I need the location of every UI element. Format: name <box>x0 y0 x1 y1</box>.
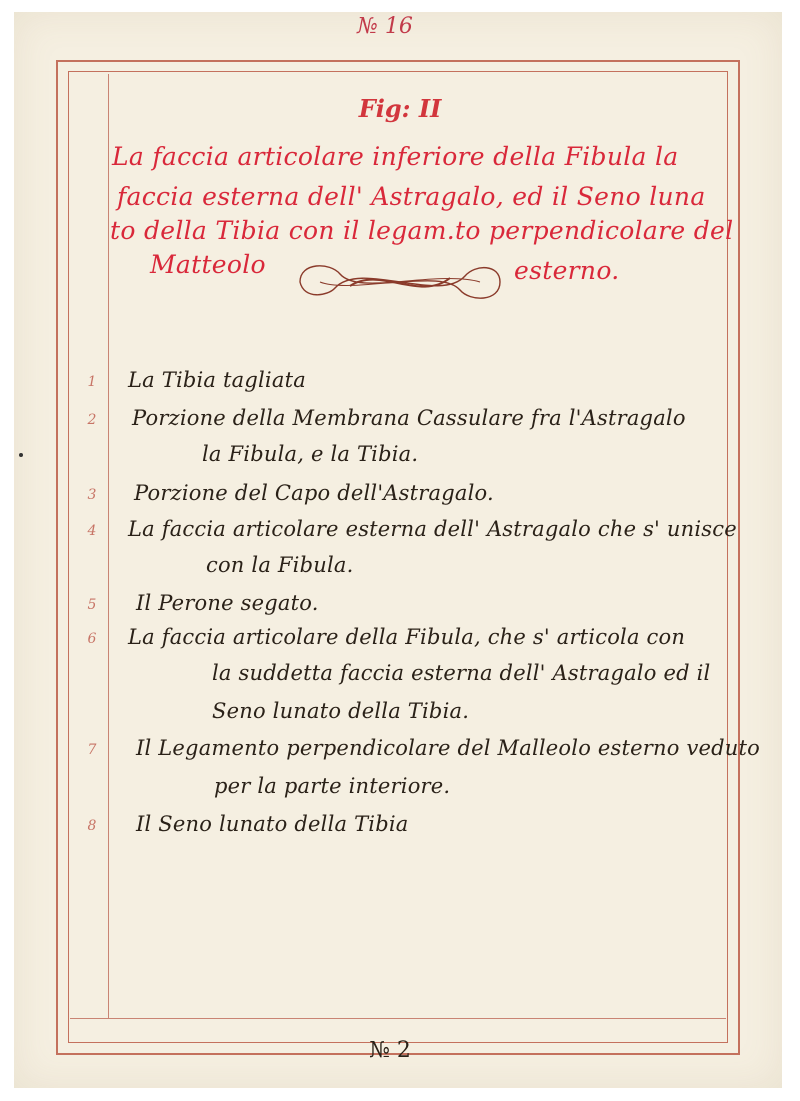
item-number: 3 <box>87 487 97 503</box>
caption-line-3: to della Tibia con il legam.to perpendicolare del <box>110 216 734 245</box>
item-text: Il Legamento perpendicolare del Malleolo esterno veduto <box>136 736 761 760</box>
item-number: 2 <box>87 412 97 428</box>
item-text-continuation: per la parte interiore. <box>214 774 451 798</box>
item-text: La faccia articolare della Fibula, che s' articola con <box>128 625 686 649</box>
item-text-continuation: Seno lunato della Tibia. <box>212 699 470 723</box>
item-text: La faccia articolare esterna dell' Astragalo che s' unisce <box>128 517 737 541</box>
bottom-rule <box>70 1018 726 1019</box>
item-text-continuation: con la Fibula. <box>206 553 354 577</box>
page-number: № 2 <box>369 1038 411 1063</box>
item-text-continuation: la Fibula, e la Tibia. <box>202 442 419 466</box>
item-number: 8 <box>87 818 97 834</box>
margin-rule <box>108 74 109 1019</box>
item-number: 7 <box>87 742 97 758</box>
item-number: 1 <box>87 374 97 390</box>
item-text: La Tibia tagliata <box>128 368 306 392</box>
item-text: Porzione del Capo dell'Astragalo. <box>134 481 494 505</box>
caption-line-4-left: Matteolo <box>150 250 266 279</box>
plate-number: № 16 <box>357 14 413 39</box>
caption-line-2: faccia esterna dell' Astragalo, ed il Seno luna <box>117 182 706 211</box>
ink-spot <box>19 453 23 457</box>
item-text: Porzione della Membrana Cassulare fra l'Astragalo <box>132 406 686 430</box>
flourish-ornament <box>290 252 510 312</box>
item-text-continuation: la suddetta faccia esterna dell' Astragalo ed il <box>212 661 711 685</box>
item-text: Il Perone segato. <box>136 591 319 615</box>
item-text: Il Seno lunato della Tibia <box>136 812 409 836</box>
item-number: 5 <box>87 597 97 613</box>
figure-title: Fig: II <box>358 94 442 123</box>
item-number: 4 <box>87 523 97 539</box>
item-number: 6 <box>87 631 97 647</box>
caption-line-1: La faccia articolare inferiore della Fibula la <box>112 142 679 171</box>
caption-line-4-right: esterno. <box>514 256 620 285</box>
